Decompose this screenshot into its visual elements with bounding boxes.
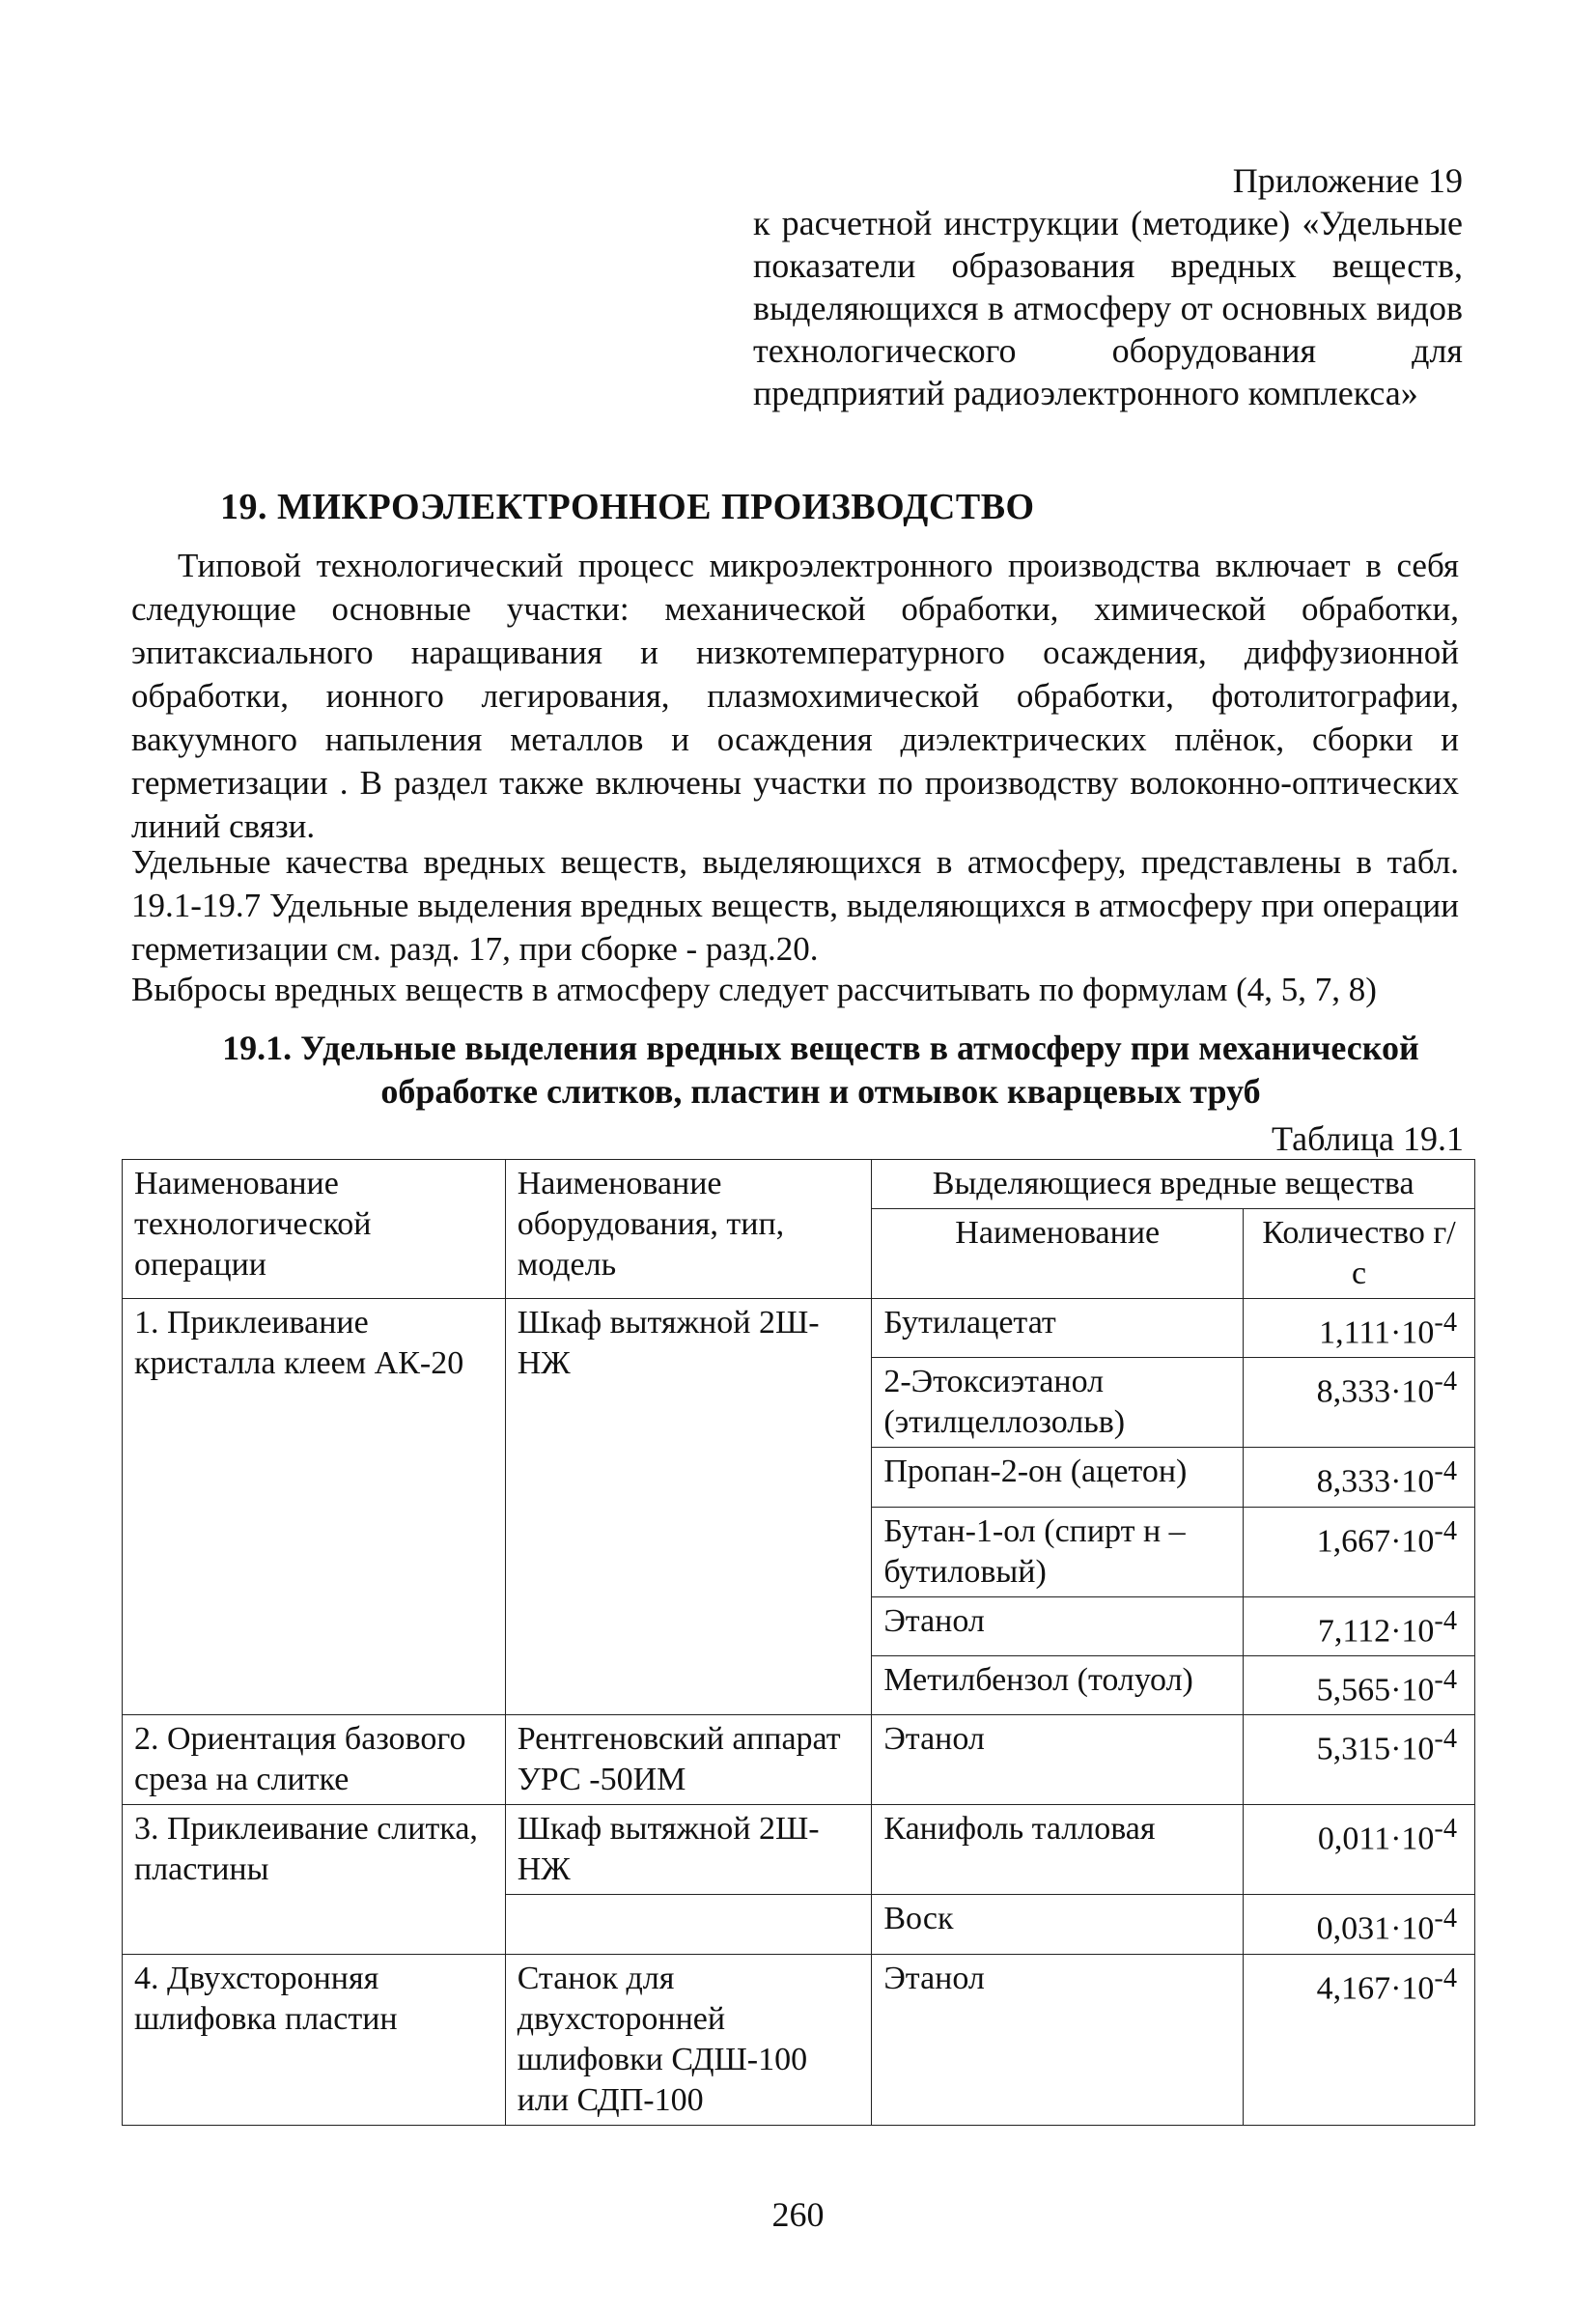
table-label: Таблица 19.1	[1272, 1119, 1464, 1158]
appendix-note	[753, 159, 1463, 414]
substance-quantity: $4,167\cdot 10^{-4}$	[1244, 1954, 1475, 2125]
substance-name: Воск	[872, 1895, 1244, 1954]
header-quantity: Количество г/с	[1244, 1209, 1475, 1299]
equipment-cell-empty	[505, 1895, 872, 1954]
appendix-title: Приложение 19	[1232, 161, 1463, 200]
emissions-table	[122, 1159, 1475, 2126]
header-operation: Наименование технологической операции	[123, 1160, 506, 1299]
header-equipment: Наименование оборудования, тип, модель	[505, 1160, 872, 1299]
substance-quantity: $0,011\cdot 10^{-4}$	[1244, 1805, 1475, 1895]
substance-name: Метилбензол (толуол)	[872, 1655, 1244, 1714]
substance-name: Бутилацетат	[872, 1299, 1244, 1358]
section-title: 19. МИКРОЭЛЕКТРОННОЕ ПРОИЗВОДСТВО	[220, 487, 1035, 527]
table-row	[123, 1805, 1475, 1895]
subsection-title: 19.1. Удельные выделения вредных веществ в атмосферу при механической обработке слитков, пластин и отмывок кварцевых труб	[222, 1029, 1419, 1111]
substance-quantity: $5,315\cdot 10^{-4}$	[1244, 1715, 1475, 1805]
substance-quantity: $0,031\cdot 10^{-4}$	[1244, 1895, 1475, 1954]
equipment-cell: Рентгеновский аппарат УРС -50ИМ	[505, 1715, 872, 1805]
table-header-row	[123, 1160, 1475, 1209]
operation-cell: 3. Приклеивание слитка, пластины	[123, 1805, 506, 1954]
substance-name: 2-Этоксиэтанол (этилцеллозольв)	[872, 1358, 1244, 1448]
substance-quantity: $8,333\cdot 10^{-4}$	[1244, 1358, 1475, 1448]
paragraph-tables-ref: Удельные качества вредных веществ, выделяющихся в атмосферу, представлены в табл. 19.1-19.7 Удельные выделения вредных веществ, выделяющихся в атмосферу при операции герметизации см. разд. 17, при сборке - разд.20.	[131, 843, 1459, 968]
substance-quantity: $7,112\cdot 10^{-4}$	[1244, 1596, 1475, 1655]
paragraph-process: Типовой технологический процесс микроэлектронного производства включает в себя следующие основные участки: механической обработки, химической обработки, эпитаксиального наращивания и низкотемпературного осаждения, диффузионной обработки, ионного легирования, плазмохимической обработки, фотолитографии, вакуумного напыления металлов и осаждения диэлектрических плёнок, сборки и герметизации . В раздел также включены участки по производству волоконно-оптических линий связи.	[131, 547, 1459, 845]
substance-name: Этанол	[872, 1715, 1244, 1805]
page-number: 260	[771, 2195, 825, 2234]
substance-name: Бутан-1-ол (спирт н – бутиловый)	[872, 1507, 1244, 1596]
substance-name: Канифоль талловая	[872, 1805, 1244, 1895]
header-name: Наименование	[872, 1209, 1244, 1299]
substance-quantity: $5,565\cdot 10^{-4}$	[1244, 1655, 1475, 1714]
table-row	[123, 1954, 1475, 2125]
substance-quantity: $8,333\cdot 10^{-4}$	[1244, 1448, 1475, 1507]
substance-quantity: $1,667\cdot 10^{-4}$	[1244, 1507, 1475, 1596]
equipment-cell: Станок для двухсторонней шлифовки СДШ-100 или СДП-100	[505, 1954, 872, 2125]
equipment-cell: Шкаф вытяжной 2Ш-НЖ	[505, 1805, 872, 1895]
equipment-cell: Шкаф вытяжной 2Ш-НЖ	[505, 1299, 872, 1715]
operation-cell: 1. Приклеивание кристалла клеем АК-20	[123, 1299, 506, 1715]
table-row	[123, 1715, 1475, 1805]
substance-name: Этанол	[872, 1954, 1244, 2125]
substance-name: Этанол	[872, 1596, 1244, 1655]
paragraph-formulas: Выбросы вредных веществ в атмосферу следует рассчитывать по формулам (4, 5, 7, 8)	[131, 971, 1377, 1008]
table-row	[123, 1299, 1475, 1358]
operation-cell: 4. Двухсторонняя шлифовка пластин	[123, 1954, 506, 2125]
operation-cell: 2. Ориентация базового среза на слитке	[123, 1715, 506, 1805]
substance-quantity: $1,111\cdot 10^{-4}$	[1244, 1299, 1475, 1358]
header-substances: Выделяющиеся вредные вещества	[872, 1160, 1475, 1209]
appendix-text: к расчетной инструкции (методике) «Удельные показатели образования вредных веществ, выделяющихся в атмосферу от основных видов технологического оборудования для предприятий радиоэлектронного комплекса»	[753, 204, 1463, 412]
substance-name: Пропан-2-он (ацетон)	[872, 1448, 1244, 1507]
